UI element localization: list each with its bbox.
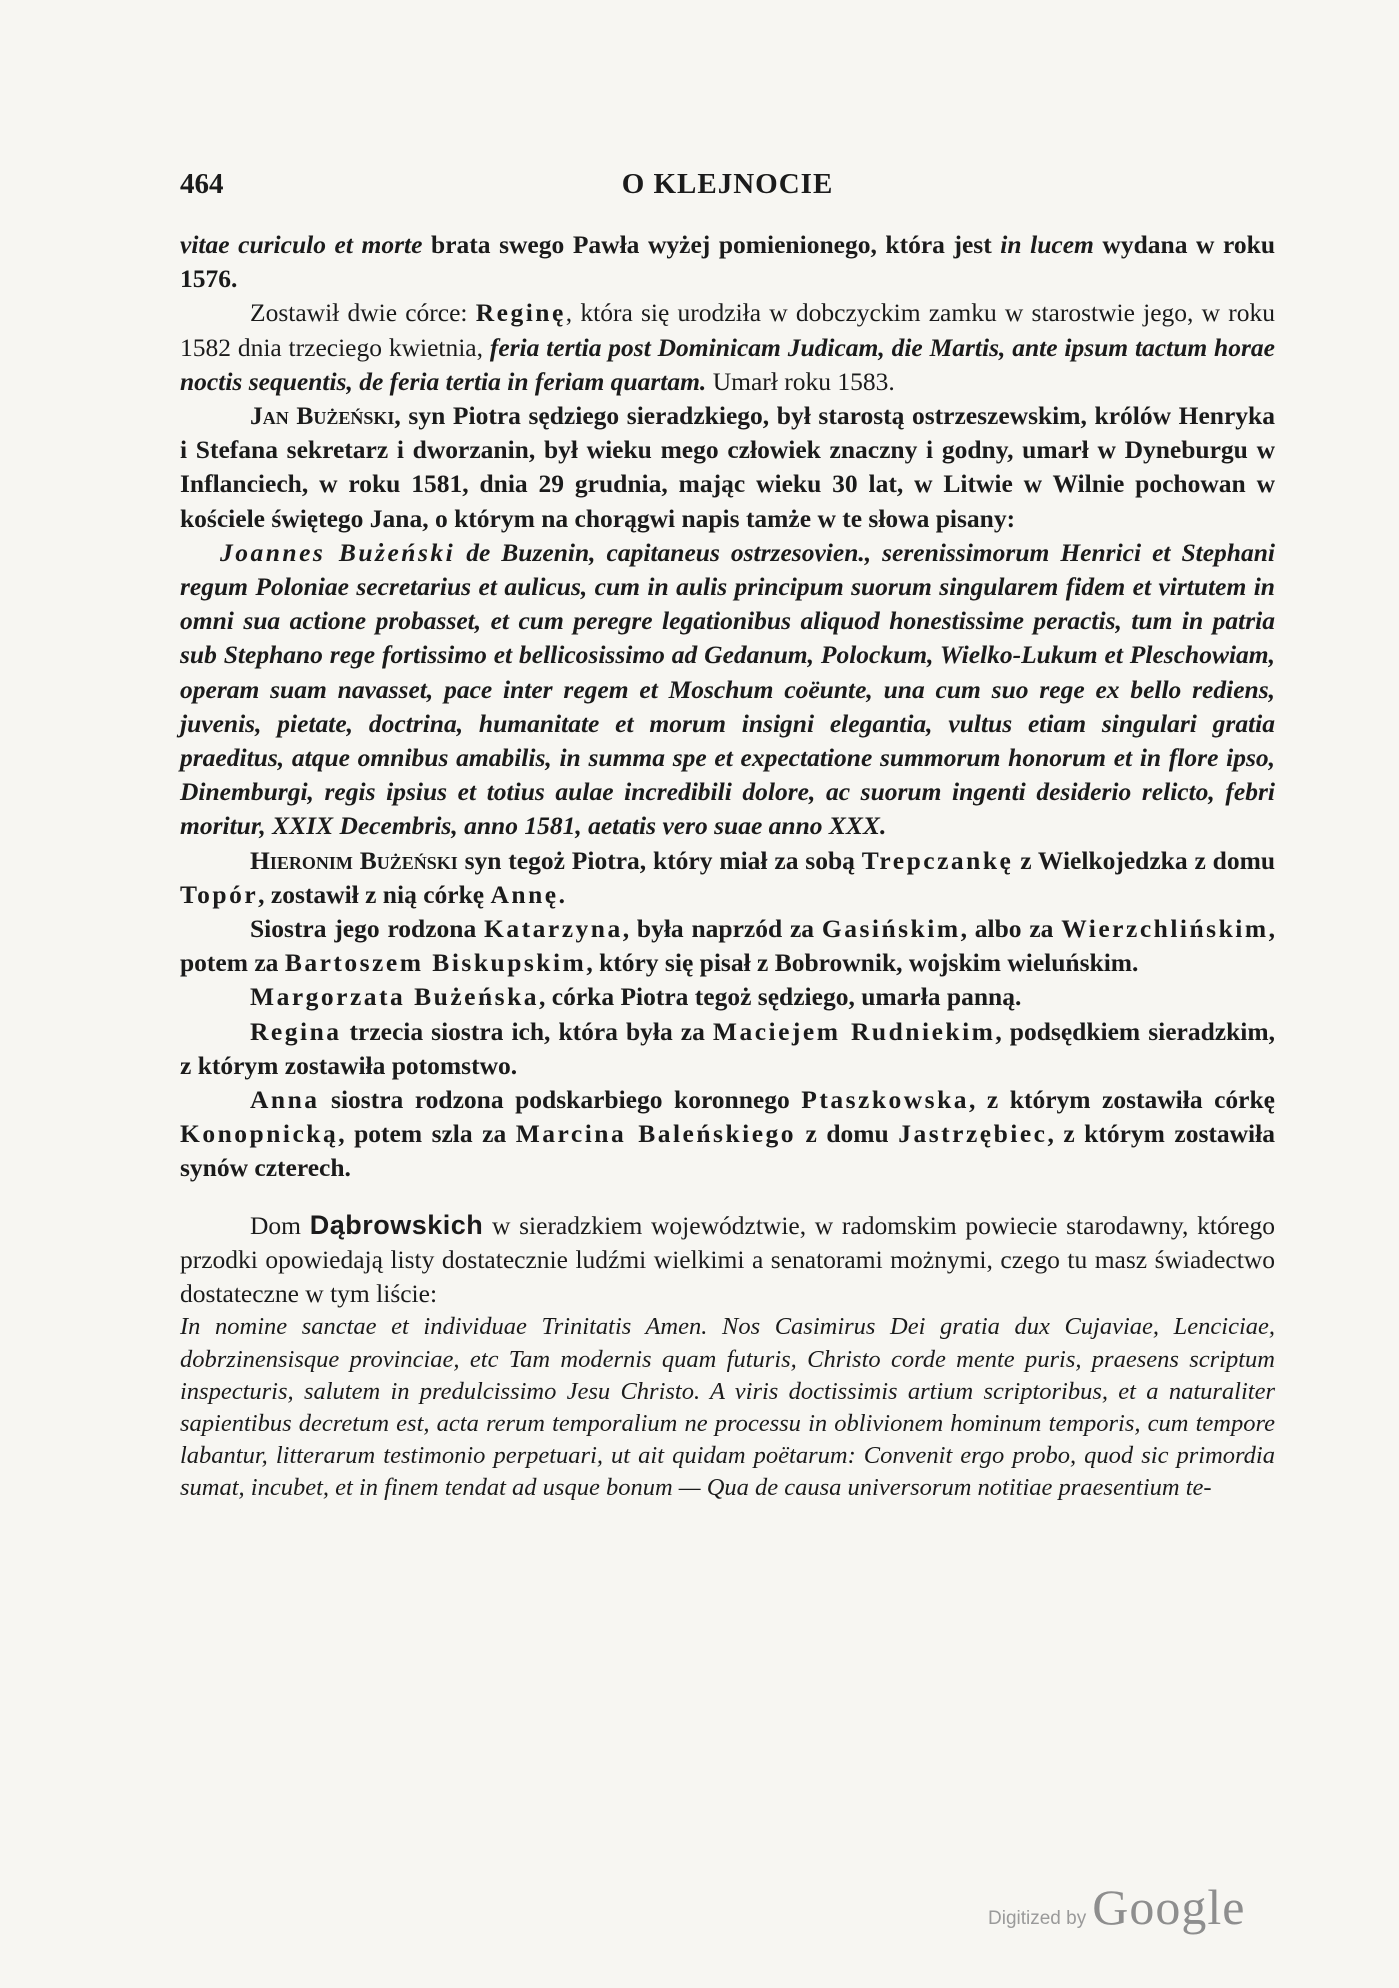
paragraph-3 [180,399,1275,536]
text-run: siostra rodzona podskarbiego koronnego [319,1085,802,1115]
clan-name: Jastrzębiec [898,1119,1048,1149]
person-name: Regina [250,1016,342,1046]
person-name: Bartoszem Biskupskim [284,948,587,978]
text-run: , która się urodziła w dobczyckim zamku w starostwie jego, w roku 1582 dnia trzeciego kwietnia, [180,298,1275,362]
person-name: Hieronim Bużeński [250,845,458,875]
text-run: wydana w roku 1576. [180,230,1276,294]
text-run: brata swego Pawła wyżej pomienionego, która jest [422,230,1001,259]
paragraph-5 [180,844,1275,912]
paragraph-10 [180,1208,1275,1312]
paragraph-1 [180,228,1275,296]
text-run: Zostawił dwie córce: [250,298,476,328]
person-name: Katarzyna [484,914,623,944]
text-run: , córka Piotra tegoż sędziego, umarła panną. [539,982,1022,1012]
person-name: Joannes Bużeński [220,537,456,567]
text-run: Umarł roku 1583. [706,366,895,396]
person-name: Ptaszkowska [801,1085,970,1115]
latin-phrase: vitae curiculo et morte [180,230,423,259]
text-run: , z którym zostawiła córkę [969,1085,1275,1115]
charter-latin: In nomine sanctae et individuae Trinitatis Amen. Nos Casimirus Dei gratia dux Cujaviae, Lenciciae, dobrzinensisque provinciae, etc Tam modernis quam futuris, Christo corde mente puris, praesens scriptum inspecturis, salutem in predulcissimo Jesu Christo. A viris doctissimis artium scriptoribus, et a naturaliter sapientibus decretum est, acta rerum temporalium ne processu in oblivionem hominum temporis, cum tempore labantur, litterarum testimonio perpetuari, ut ait quidam poëtarum: Convenit ergo probo, quod sic primordia sumat, incubet, et in finem tendat ad usque bonum — Qua de causa universorum notitiae praesentium te- [180,1313,1275,1502]
paragraph-7 [180,980,1275,1014]
text-run: , była naprzód za [622,914,822,944]
house-name: Dąbrowskich [309,1209,484,1240]
person-name: Reginę [475,298,566,328]
text-run: , podsędkiem sieradzkim, z którym zostawiła potomstwo. [180,1016,1275,1080]
person-name: Maciejem Rudniekim [712,1016,996,1046]
text-run: , z którym zostawiła synów czterech. [180,1119,1275,1183]
paragraph-9 [180,1083,1275,1186]
person-name: Anna [250,1085,320,1115]
paragraph-8 [180,1015,1275,1083]
person-name: Jan Bużeński [250,401,395,431]
watermark-prefix: Digitized by [988,1908,1087,1929]
text-run: , syn Piotra sędziego sieradzkiego, był starostą ostrzeszewskim, królów Henryka i Stefana sekretarz i dworzanin, był wieku mego człowiek znaczny i godny, umarł w Dyneburgu w Inflanciech, w roku 1581, dnia 29 grudnia, mając wieku 30 lat, w Litwie w Wilnie pochowan w kościele świętego Jana, o którym na chorągwi napis tamże w te słowa pisany: [180,401,1275,533]
section-gap [180,1186,1275,1208]
text-run: , potem szla za [338,1119,516,1149]
clan-name: Topór [180,879,259,909]
text-run: , albo za [960,914,1062,944]
running-head: O KLEJNOCIE [621,168,834,200]
text-run: Siostra jego rodzona [250,914,485,944]
text-run: z Wielkojedzka z domu [1013,845,1276,875]
person-name: Marcina Baleńskiego [515,1119,797,1149]
paragraph-2 [180,296,1275,399]
google-logo: Google [1092,1879,1246,1935]
text-run: , który się pisał z Bobrownik, wojskim wieluńskim. [586,948,1139,978]
person-name: Wierzchlińskim [1061,914,1269,944]
person-name: Konopnicką [180,1119,339,1149]
latin-text: de Buzenin, capitaneus ostrzesovien., serenissimorum Henrici et Stephani regum Poloniae secretarius et aulicus, cum in aulis principum suorum singularem fidem et virtutem in omni sua actione probasset, et cum peregre legationibus aliquod honestissime peractis, tum in patria sub Stephano rege fortissimo et bellicosissimo ad Gedanum, Polockum, Wielko-Lukum et Pleschowiam, operam suam navasset, pace inter regem et Moschum coëunte, una cum suo rege ex bello rediens, juvenis, pietate, doctrina, humanitate et morum insigni elegantia, vultus etiam singulari gratia praeditus, atque omnibus amabilis, in summa spe et expectatione summorum honorum et in flore ipso, Dinemburgi, regis ipsius et totius aulae incredibili dolore, ac suorum ingenti desiderio relicto, febri moritur, XXIX Decembris, anno 1581, aetatis vero suae anno XXX. [180,537,1275,841]
latin-phrase: in lucem [1000,230,1094,259]
text-run: Dom [250,1210,310,1240]
body-text [180,228,1275,1505]
paragraph-6 [180,912,1275,980]
page-header [180,168,1275,208]
text-run: w sieradzkiem województwie, w radomskim powiecie starodawny, którego przodki opowiedają listy dostatecznie ludźmi wielkimi a senatorami możnymi, czego tu masz świadectwo dostateczne w tym liście: [180,1210,1276,1309]
epitaph-latin [180,536,1275,844]
text-run: , zostawił z nią córkę [258,879,491,909]
text-run: . [558,879,565,909]
person-name: Gasińskim [821,914,961,944]
person-name: Annę [490,879,559,909]
text-run: trzecia siostra ich, która była za [341,1016,713,1046]
latin-phrase: feria tertia post Dominicam Judicam, die Martis, ante ipsum tactum horae noctis sequentis, de feria tertia in feriam quartam. [180,332,1275,396]
page-number: 464 [180,168,224,200]
text-run: z domu [796,1119,899,1149]
digitized-watermark [988,1878,1245,1938]
person-name: Margorzata Bużeńska [250,982,540,1012]
text-run: , potem za [180,914,1275,978]
text-run: syn tegoż Piotra, który miał za sobą [457,845,862,875]
person-name: Trepczankę [861,845,1014,875]
